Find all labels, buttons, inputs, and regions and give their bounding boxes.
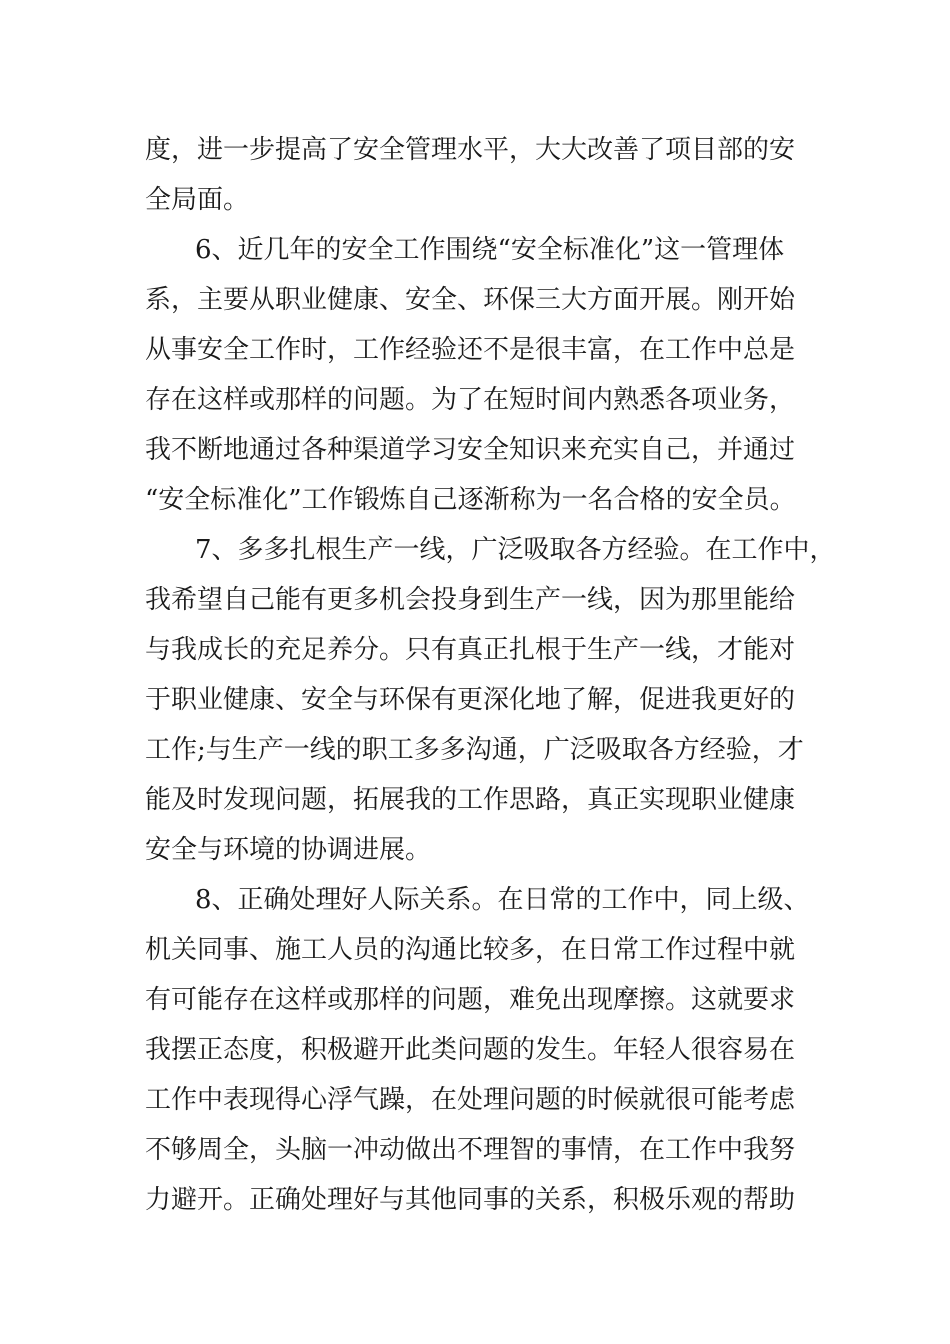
text-line: 系，主要从职业健康、安全、环保三大方面开展。刚开始 — [145, 285, 796, 315]
text-line: 我摆正态度，积极避开此类问题的发生。年轻人很容易在 — [145, 1035, 796, 1065]
text-line: 与我成长的充足养分。只有真正扎根于生产一线，才能对 — [145, 635, 796, 665]
text-line: 我希望自己能有更多机会投身到生产一线，因为那里能给 — [145, 585, 796, 615]
text-line: 不够周全，头脑一冲动做出不理智的事情，在工作中我努 — [145, 1135, 796, 1165]
text-line: “安全标准化”工作锻炼自己逐渐称为一名合格的安全员。 — [145, 485, 796, 515]
paragraph-7-first-line: 7、多多扎根生产一线，广泛吸取各方经验。在工作中， — [195, 535, 836, 565]
text-line: 工作;与生产一线的职工多多沟通，广泛吸取各方经验，才 — [145, 735, 804, 765]
paragraph-8-first-line: 8、正确处理好人际关系。在日常的工作中，同上级、 — [195, 885, 810, 915]
text-line: 工作中表现得心浮气躁，在处理问题的时候就很可能考虑 — [145, 1085, 796, 1115]
text-line: 机关同事、施工人员的沟通比较多，在日常工作过程中就 — [145, 935, 796, 965]
text-line: 我不断地通过各种渠道学习安全知识来充实自己，并通过 — [145, 435, 796, 465]
text-line: 全局面。 — [145, 185, 250, 215]
text-line: 力避开。正确处理好与其他同事的关系，积极乐观的帮助 — [145, 1185, 796, 1215]
paragraph-6-first-line: 6、近几年的安全工作围绕“安全标准化”这一管理体 — [195, 235, 785, 265]
text-line: 安全与环境的协调进展。 — [145, 835, 432, 865]
text-line: 能及时发现问题，拓展我的工作思路，真正实现职业健康 — [145, 785, 796, 815]
text-line: 有可能存在这样或那样的问题，难免出现摩擦。这就要求 — [145, 985, 796, 1015]
text-line: 从事安全工作时，工作经验还不是很丰富，在工作中总是 — [145, 335, 796, 365]
text-line: 存在这样或那样的问题。为了在短时间内熟悉各项业务， — [145, 385, 796, 415]
text-line: 度，进一步提高了安全管理水平，大大改善了项目部的安 — [145, 135, 796, 165]
text-line: 于职业健康、安全与环保有更深化地了解，促进我更好的 — [145, 685, 796, 715]
